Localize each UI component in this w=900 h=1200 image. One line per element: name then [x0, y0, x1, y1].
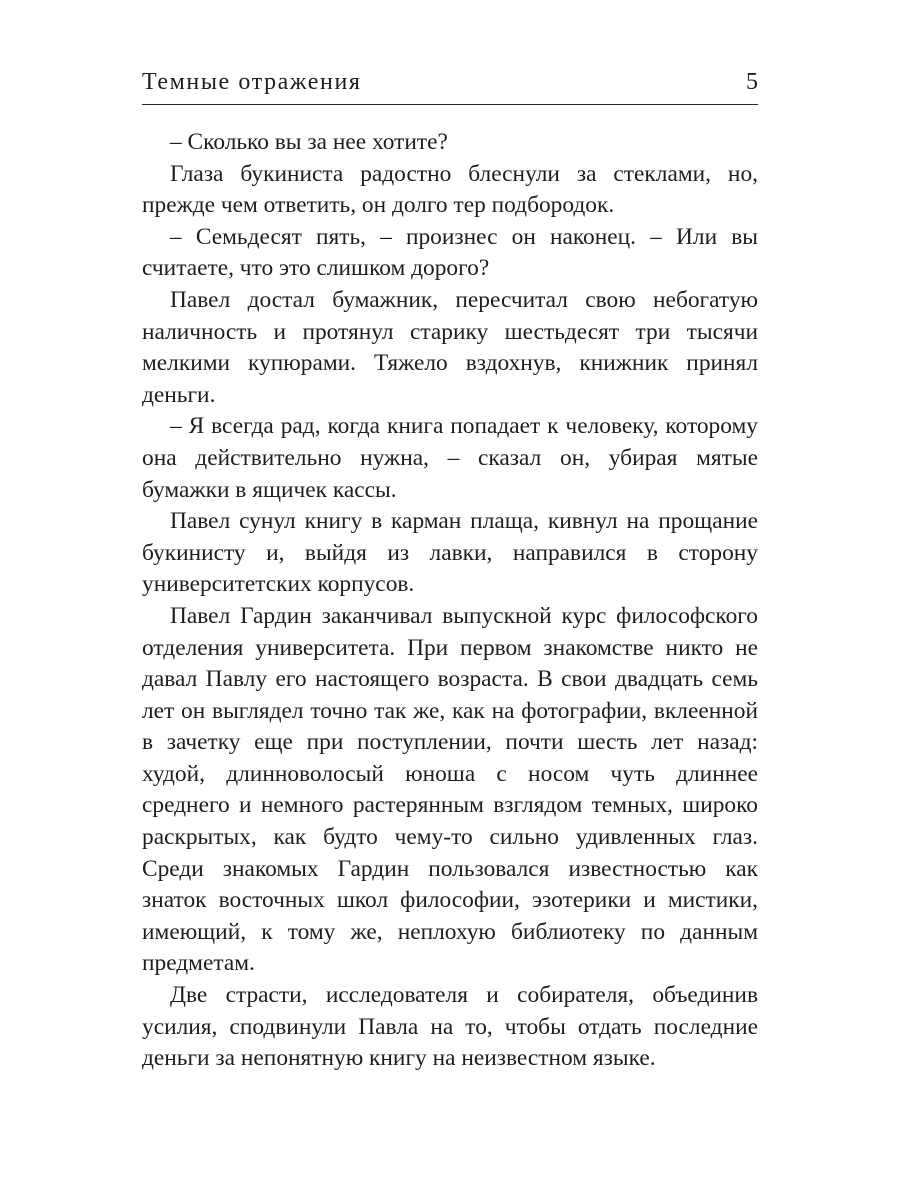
page-number: 5: [746, 69, 758, 95]
paragraph-8: Две страсти, исследователя и собирателя, объединив усилия, сподвинули Павла на то, чтобы отдать последние деньги за непонятную книгу на неизвестном языке.: [142, 982, 758, 1072]
paragraph-5: – Я всегда рад, когда книга попадает к человеку, которому она действительно нужна, – сказал он, убирая мятые бумажки в ящичек кассы.: [142, 413, 758, 503]
book-page: [142, 64, 758, 1075]
paragraph-7: Павел Гардин заканчивал выпускной курс философского отделения университета. При первом знакомстве никто не давал Павлу его настоящего возраста. В свои двадцать семь лет он выглядел точно так же, как на фотографии, вклеенной в зачетку еще при поступлении, почти шесть лет назад: худой, длинноволосый юноша с носом чуть длиннее среднего и немного растерянным взглядом темных, широко раскрытых, как будто чему-то сильно удивленных глаз. Среди знакомых Гардин пользовался известностью как знаток восточных школ философии, эзотерики и мистики, имеющий, к тому же, неплохую библиотеку по данным предметам.: [142, 602, 758, 977]
running-head: [142, 64, 758, 105]
paragraph-4: Павел достал бумажник, пересчитал свою небогатую наличность и протянул старику шестьдесят три тысячи мелкими купюрами. Тяжело вздохнув, книжник принял деньги.: [142, 286, 758, 408]
paragraph-1: – Сколько вы за нее хотите?: [170, 129, 448, 155]
text-body: [142, 127, 758, 1075]
paragraph-2: Глаза букиниста радостно блеснули за стеклами, но, прежде чем ответить, он долго тер подбородок.: [142, 160, 758, 219]
running-title: Темные отражения: [142, 69, 362, 95]
paragraph-3: – Семьдесят пять, – произнес он наконец. – Или вы считаете, что это слишком дорого?: [142, 223, 758, 282]
paragraph-6: Павел сунул книгу в карман плаща, кивнул на прощание букинисту и, выйдя из лавки, направился в сторону университетских корпусов.: [142, 508, 758, 598]
